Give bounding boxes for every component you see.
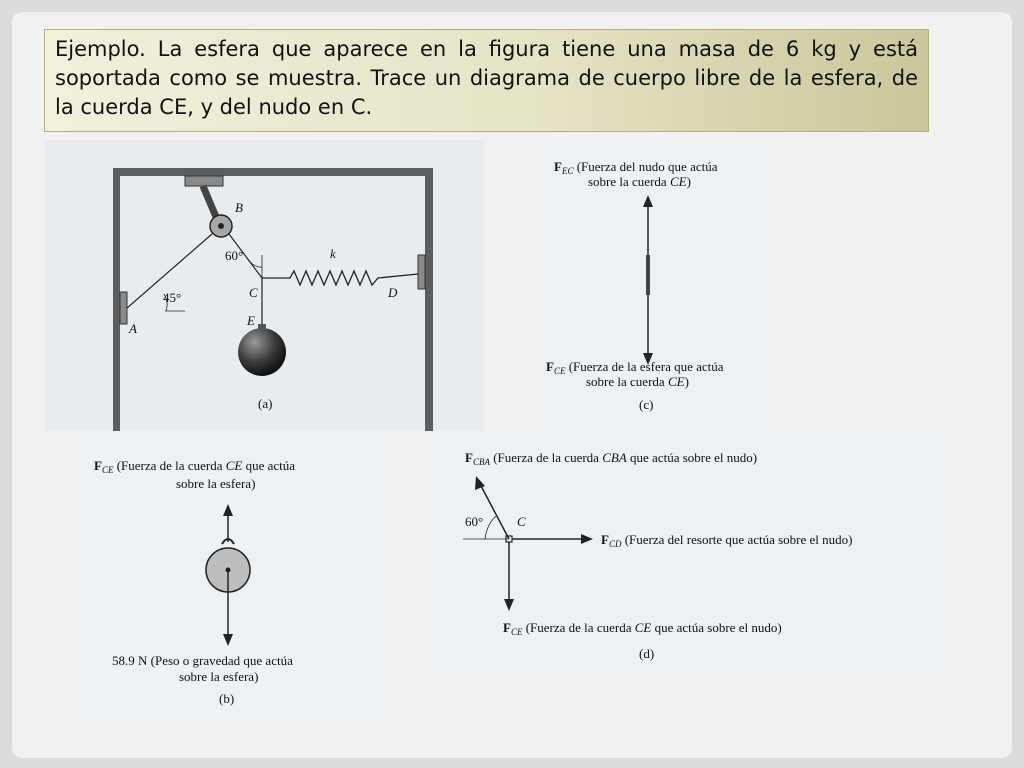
support-frame	[113, 168, 433, 431]
label-k: k	[330, 246, 336, 261]
weight-label-line2: sobre la esfera)	[179, 669, 259, 684]
arrow-f-ce-d	[504, 599, 514, 611]
f-ce-symbol-b: F	[94, 458, 102, 473]
svg-text:FCE (Fuerza de la cuerda CE qu: $F_{CE}$ (Fuerza de la cuerda CE que actúa	[94, 458, 296, 475]
caption-c: (c)	[639, 397, 654, 412]
figure-b-sphere	[84, 440, 382, 724]
figure-d-knot	[433, 440, 950, 665]
label-angle-60: 60°	[225, 248, 244, 263]
svg-text:FEC (Fuerza del nudo que actúa: $F_{EC}$ (Fuerza del nudo que actúa	[554, 159, 718, 176]
label-c: C	[249, 285, 258, 300]
example-statement: Ejemplo. La esfera que aparece en la figura tiene una masa de 6 kg y está soportada como se muestra. Trace un diagrama de cuerpo libre de la esfera, de la cuerda CE, y del nudo en C.	[44, 29, 929, 132]
svg-text:sobre la cuerda CE): sobre la cuerda CE)	[586, 374, 689, 389]
arrow-f-cba	[475, 476, 485, 490]
label-angle-60-d: 60°	[465, 514, 484, 529]
caption-d: (d)	[639, 646, 655, 661]
f-ce-symbol-d: F	[503, 620, 511, 635]
arrow-up-f-ce	[223, 504, 233, 516]
caption-b: (b)	[219, 691, 235, 706]
svg-text:FCBA (Fuerza de la cuerda CBA: $F_{CBA}$ (Fuerza de la cuerda CBA que actúa sobre el nudo)	[465, 450, 758, 467]
label-a: A	[129, 321, 137, 336]
wall-bracket-a	[120, 292, 127, 324]
arrow-down-weight	[223, 634, 233, 646]
label-angle-45: 45°	[163, 290, 182, 305]
spring-cd	[262, 271, 418, 285]
svg-text:FCE (Fuerza de la esfera que a: $F_{CE}$ (Fuerza de la esfera que actúa	[546, 359, 724, 376]
f-ce-symbol-c: F	[546, 359, 554, 374]
svg-text:FCD (Fuerza del resorte que ac: $F_{CD}$ (Fuerza del resorte que actúa sobre el nudo)	[601, 532, 853, 549]
label-b: B	[235, 200, 243, 215]
svg-text:FCE (Fuerza de la cuerda CE qu: $F_{CE}$ (Fuerza de la cuerda CE que actúa sobre el nudo)	[503, 620, 782, 637]
figure-a-setup	[45, 140, 484, 431]
weight-label-line1: 58.9 N (Peso o gravedad que actúa	[112, 653, 293, 668]
label-c-d: C	[517, 514, 526, 529]
arrow-up-f-ec	[643, 195, 653, 207]
arrow-f-cd	[581, 534, 593, 544]
svg-text:sobre la esfera): sobre la esfera)	[176, 476, 256, 491]
f-cba-symbol: F	[465, 450, 473, 465]
sphere	[238, 328, 286, 376]
f-cd-symbol: F	[601, 532, 609, 547]
figure-c-cord	[536, 141, 770, 423]
label-e: E	[247, 313, 255, 328]
f-ec-symbol: F	[554, 159, 562, 174]
caption-a: (a)	[258, 396, 273, 411]
wall-bracket-d	[418, 255, 425, 289]
ceiling-bracket	[185, 176, 223, 186]
svg-text:sobre la cuerda CE): sobre la cuerda CE)	[588, 174, 691, 189]
label-d: D	[388, 285, 398, 300]
